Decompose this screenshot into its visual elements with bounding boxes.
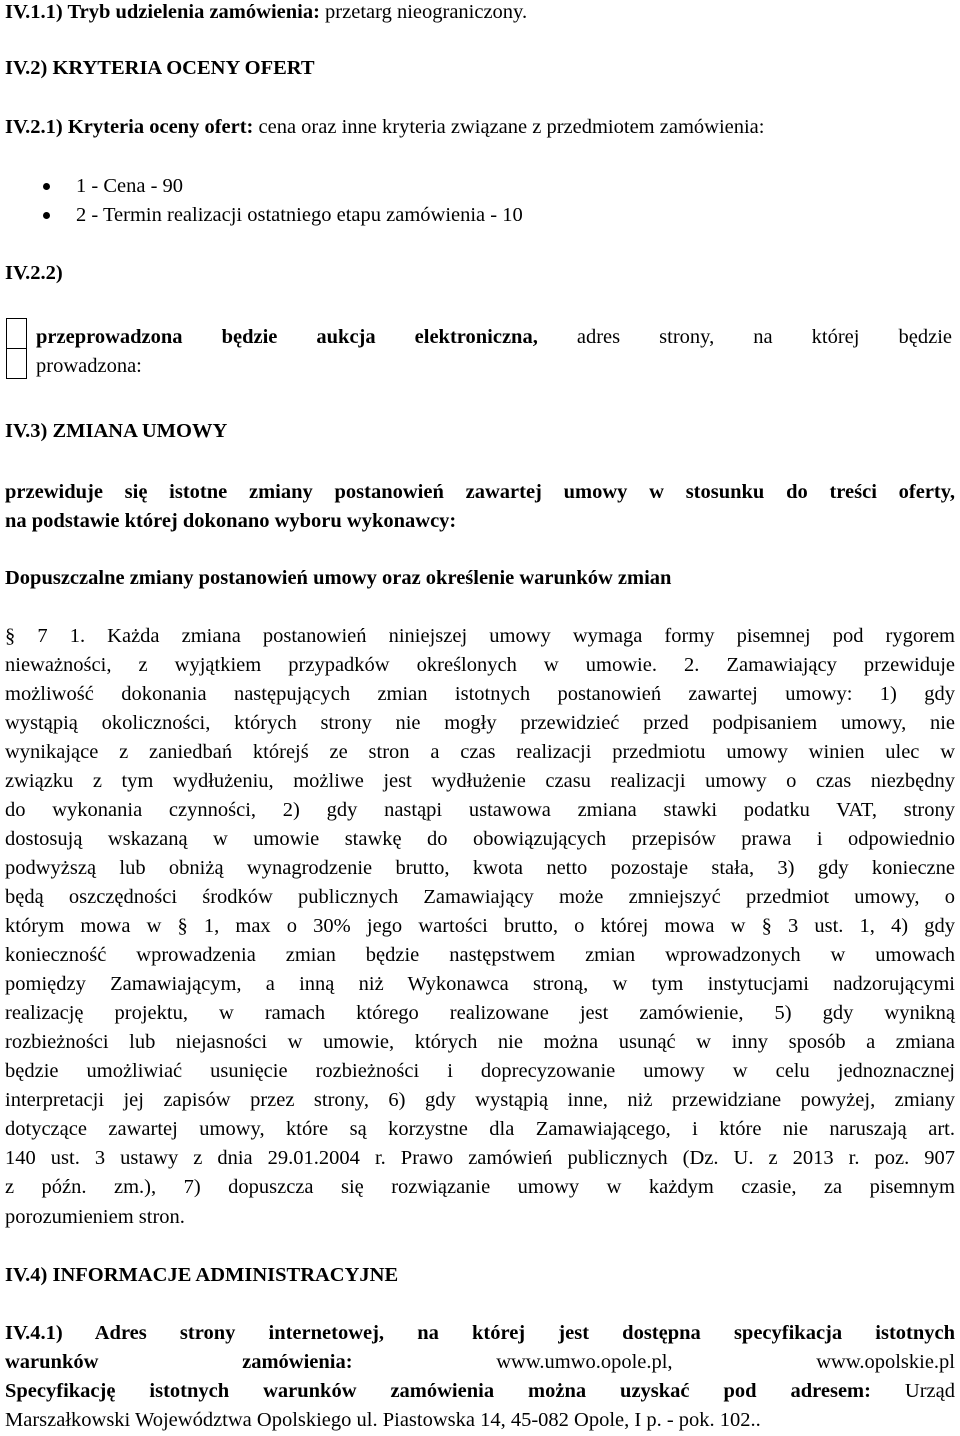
- siwz-address-label: Specyfikację istotnych warunków zamówienia można uzyskać pod adresem:: [5, 1380, 871, 1402]
- auction-line-1: [36, 323, 952, 352]
- paragraph-line: możliwość dokonania następujących zmian istotnych postanowień zawartej umowy: 1) gdy: [5, 683, 955, 705]
- paragraph-line: konieczność wprowadzenia zmian będzie następstwem zmian wprowadzonych w umowach: [5, 944, 955, 966]
- section-iv2-heading: IV.2) KRYTERIA OCENY OFERT: [5, 57, 315, 79]
- iv41-line-3: [5, 1377, 955, 1406]
- kryteria-value: cena oraz inne kryteria związane z przedmiotem zamówienia:: [253, 116, 765, 138]
- paragraph-line: związku z tym wydłużeniu, możliwe jest wydłużenie czasu realizacji umowy o czas niezbędny: [5, 770, 955, 792]
- paragraph-line: 140 ust. 3 ustawy z dnia 29.01.2004 r. Prawo zamówień publicznych (Dz. U. z 2013 r. poz. 907: [5, 1147, 955, 1169]
- section-iv4-heading: IV.4) INFORMACJE ADMINISTRACYJNE: [5, 1264, 399, 1286]
- tryb-label: IV.1.1) Tryb udzielenia zamówienia:: [5, 1, 320, 23]
- kryteria-label: IV.2.1) Kryteria oceny ofert:: [5, 116, 254, 138]
- paragraph-line: pomiędzy Zamawiającym, a inną niż Wykonawca stroną, w tym instytucjami nadzorującymi: [5, 973, 955, 995]
- bullet-icon: [43, 212, 50, 219]
- paragraph-line: § 7 1. Każda zmiana postanowień niniejszej umowy wymaga formy pisemnej pod rygorem: [5, 625, 955, 647]
- iv41-line-2: [5, 1348, 955, 1377]
- siwz-address-start: Urząd: [870, 1380, 955, 1402]
- iv41-line-1: IV.4.1) Adres strony internetowej, na której jest dostępna specyfikacja istotnych: [5, 1322, 955, 1344]
- iv3-subheading: Dopuszczalne zmiany postanowień umowy oraz określenie warunków zmian: [5, 567, 672, 589]
- paragraph-last-line: porozumieniem stron.: [5, 1206, 185, 1228]
- auction-bold: przeprowadzona będzie aukcja elektroniczna,: [36, 326, 538, 348]
- auction-line-2: prowadzona:: [36, 355, 142, 377]
- paragraph-line: rozbieżności lub niejasności w umowie, których nie można usunąć w inny sposób a zmiana: [5, 1031, 955, 1053]
- paragraph-line: wynikające z zaniedbań którejś ze stron a czas realizacji przedmiotu umowy winien ulec w: [5, 741, 955, 763]
- auction-checkbox[interactable]: [6, 318, 27, 379]
- paragraph-line: realizację projektu, w ramach którego realizowane jest zamówienie, 5) gdy wynikną: [5, 1002, 955, 1024]
- kryteria-line: [5, 113, 764, 142]
- paragraph-line: do wykonania czynności, 2) gdy nastąpi ustawowa zmiana stawki podatku VAT, strony: [5, 799, 955, 821]
- tryb-value: przetarg nieograniczony.: [319, 1, 528, 23]
- iv3-lead-line: przewiduje się istotne zmiany postanowień zawartej umowy w stosunku do treści oferty,: [5, 481, 955, 503]
- paragraph-line: nieważności, z wyjątkiem przypadków określonych w umowie. 2. Zamawiający przewiduje: [5, 654, 955, 676]
- paragraph-line: z późn. zm.), 7) dopuszcza się rozwiązanie umowy w każdym czasie, za pisemnym: [5, 1176, 955, 1198]
- paragraph-line: wystąpią okoliczności, których strony nie mogły przewidzieć przed podpisaniem umowy, nie: [5, 712, 955, 734]
- paragraph-line: podwyższą lub obniżą wynagrodzenie brutto, kwota netto pozostaje stała, 3) gdy konieczne: [5, 857, 955, 879]
- criteria-item: 2 - Termin realizacji ostatniego etapu zamówienia - 10: [76, 204, 523, 226]
- iv41-label: warunków zamówienia:: [5, 1351, 353, 1373]
- paragraph-line: dotyczące zawartej umowy, które są korzystne dla Zamawiającego, i które nie naruszają art.: [5, 1118, 955, 1140]
- iv3-lead-line: na podstawie której dokonano wyboru wykonawcy:: [5, 510, 457, 532]
- paragraph-line: którym mowa w § 1, max o 30% jego wartości brutto, o której mowa w § 3 ust. 1, 4) gdy: [5, 915, 955, 937]
- paragraph-line: będą oszczędności środków publicznych Zamawiający może zmniejszyć przedmiot umowy, o: [5, 886, 955, 908]
- paragraph-line: dostosują wskazaną w umowie stawkę do obowiązujących przepisów prawa i odpowiednio: [5, 828, 955, 850]
- bullet-icon: [43, 183, 50, 190]
- section-iv22-label: IV.2.2): [5, 262, 63, 284]
- auction-rest: adres strony, na której będzie: [537, 326, 952, 348]
- siwz-url-link-1[interactable]: www.umwo.opole.pl,: [496, 1351, 673, 1373]
- iv41-line-4: Marszałkowski Województwa Opolskiego ul. Piastowska 14, 45-082 Opole, I p. - pok. 102..: [5, 1409, 761, 1431]
- tryb-udzielenia-line: [5, 0, 527, 27]
- criteria-item: 1 - Cena - 90: [76, 175, 184, 197]
- siwz-url-link-2[interactable]: www.opolskie.pl: [816, 1351, 955, 1373]
- section-iv3-heading: IV.3) ZMIANA UMOWY: [5, 420, 228, 442]
- paragraph-line: będzie umożliwiać usunięcie rozbieżności i doprecyzowanie umowy w celu jednoznacznej: [5, 1060, 955, 1082]
- paragraph-line: interpretacji jej zapisów przez strony, 6) gdy wystąpią inne, niż przewidziane powyżej, zmiany: [5, 1089, 955, 1111]
